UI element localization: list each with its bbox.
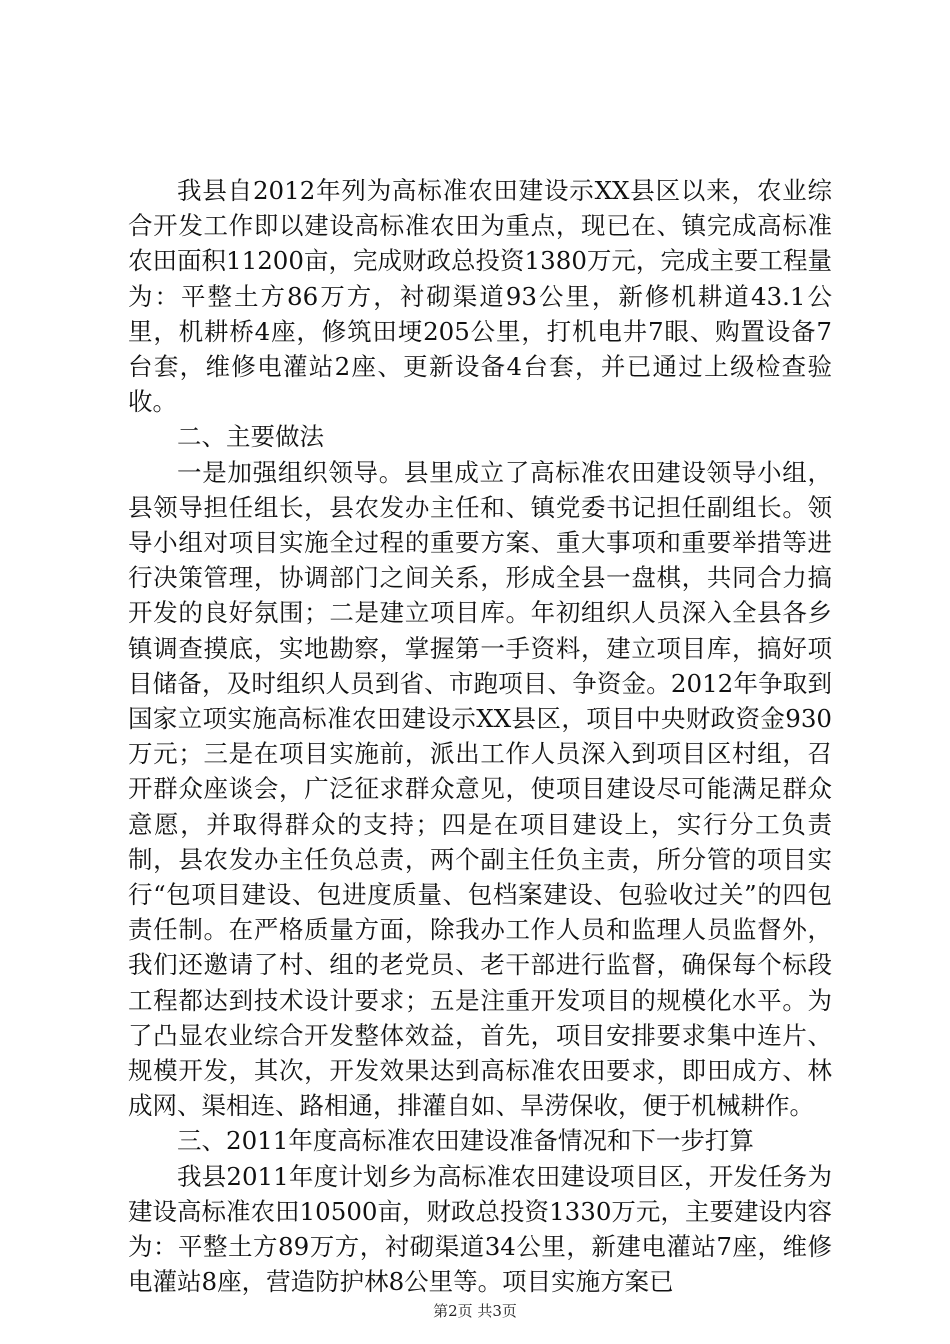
- paragraph-2011-plan: 我县2011年度计划乡为高标准农田建设项目区，开发任务为建设高标准农田10500亩，财政总投资1330万元，主要建设内容为：平整土方89万方，衬砌渠道34公里，新建电灌站7座，维修电灌站8座，营造防护林8公里等。项目实施方案已: [128, 1161, 832, 1297]
- section-heading-2011-plan: 三、2011年度高标准农田建设准备情况和下一步打算: [177, 1126, 754, 1156]
- paragraph-summary: 我县自2012年列为高标准农田建设示XX县区以来，农业综合开发工作即以建设高标准农田为重点，现已在、镇完成高标准农田面积11200亩，完成财政总投资1380万元，完成主要工程量为：平整土方86万方，衬砌渠道93公里，新修机耕道43.1公里，机耕桥4座，修筑田埂205公里，打机电井7眼、购置设备7台套，维修电灌站2座、更新设备4台套，并已通过上级检查验收。: [128, 176, 832, 417]
- paragraph-main-practices: 一是加强组织领导。县里成立了高标准农田建设领导小组，县领导担任组长，县农发办主任和、镇党委书记担任副组长。领导小组对项目实施全过程的重要方案、重大事项和重要举措等进行决策管理，协调部门之间关系，形成全县一盘棋，共同合力搞开发的良好氛围；二是建立项目库。年初组织人员深入全县各乡镇调查摸底，实地勘察，掌握第一手资料，建立项目库，搞好项目储备，及时组织人员到省、市跑项目、争资金。2012年争取到国家立项实施高标准农田建设示XX县区，项目中央财政资金930万元；三是在项目实施前，派出工作人员深入到项目区村组，召开群众座谈会，广泛征求群众意见，使项目建设尽可能满足群众意愿，并取得群众的支持；四是在项目建设上，实行分工负责制，县农发办主任负总责，两个副主任负主责，所分管的项目实行“包项目建设、包进度质量、包档案建设、包验收过关”的四包责任制。在严格质量方面，除我办工作人员和监理人员监督外，我们还邀请了村、组的老党员、老干部进行监督，确保每个标段工程都达到技术设计要求；五是注重开发项目的规模化水平。为了凸显农业综合开发整体效益，首先，项目安排要求集中连片、规模开发，其次，开发效果达到高标准农田要求，即田成方、林成网、渠相连、路相通，排灌自如、旱涝保收，便于机械耕作。: [128, 457, 832, 1121]
- page-number-footer: 第2页 共3页: [433, 1302, 517, 1320]
- section-heading-main-practices: 二、主要做法: [177, 422, 324, 452]
- document-body: [128, 173, 832, 1300]
